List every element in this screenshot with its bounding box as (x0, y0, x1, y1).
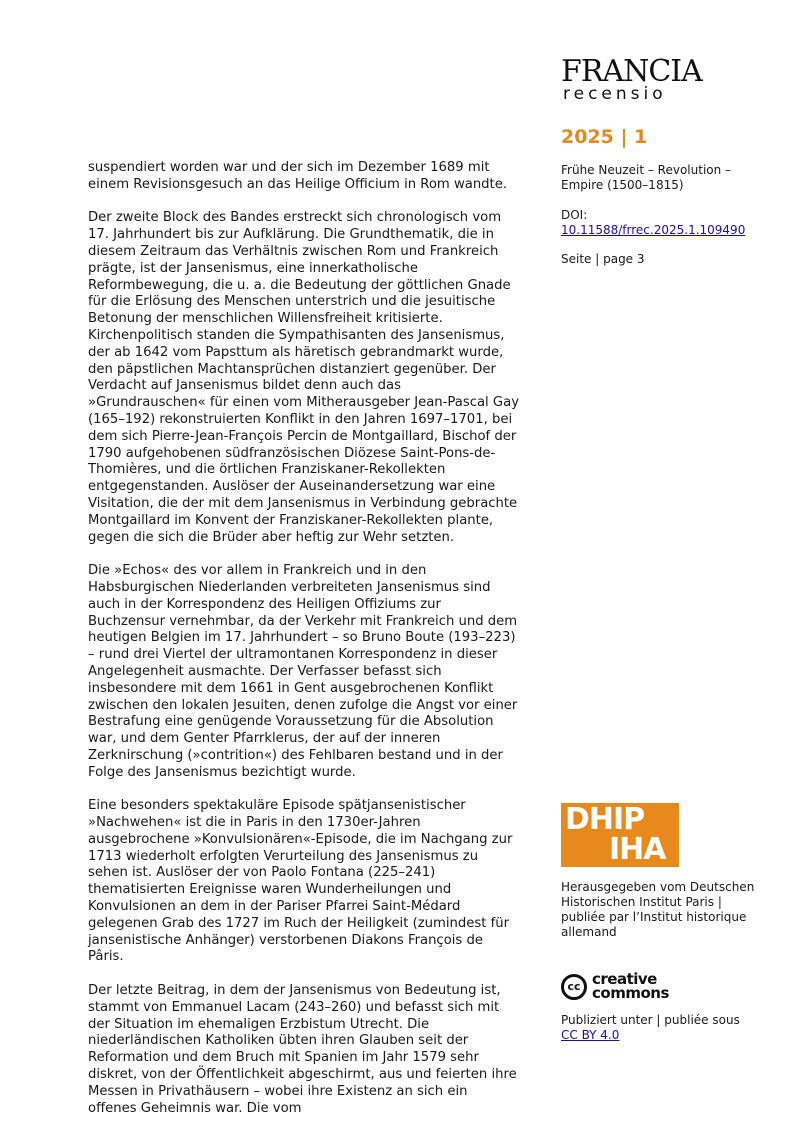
publisher-note: Herausgegeben vom Deutschen Historischen Institut Paris | publiée par l’Institut historique allemand (561, 880, 755, 939)
dhip-logo-line2: IHA (609, 832, 666, 867)
license-block (561, 1013, 761, 1043)
cc-wordmark: creative commons (592, 970, 669, 1002)
doi-block (561, 208, 761, 238)
francia-recensio-logo (561, 54, 713, 104)
issue-number: 2025 | 1 (561, 126, 648, 148)
doi-label: DOI: (561, 208, 588, 222)
license-label: Publiziert unter | publiée sous (561, 1013, 740, 1027)
dhip-iha-logo (561, 803, 679, 867)
cc-icon: cc (561, 974, 587, 1000)
section-label: Frühe Neuzeit – Revolution – Empire (1500–1815) (561, 163, 732, 192)
article-body (88, 160, 520, 1134)
logo-subtitle: recensio (563, 84, 667, 104)
creative-commons-logo (561, 970, 691, 1004)
paragraph-4: Eine besonders spektakuläre Episode spätjansenistischer »Nachwehen« ist die in Paris in den 1730er-Jahren ausgebrochene »Konvulsionären«-Episode, die im Nachgang zur 1713 wiederholt erfolgten Verurteilung des Jansenismus zu sehen ist. Auslöser der von Paolo Fontana (225–241) thematisierten Ereignisse waren Wunderheilungen und Konvulsionen an dem in der Pariser Pfarrei Saint-Médard gelegenen Grab des 1727 im Ruch der Heiligkeit (zumindest für jansenistische Anhänger) verstorbenen Diakons François de Pâris. (88, 798, 513, 965)
paragraph-2: Der zweite Block des Bandes erstreckt sich chronologisch vom 17. Jahrhundert bis zur Aufklärung. Die Grundthematik, die in diesem Zeitraum das Verhältnis zwischen Rom und Frankreich prägte, ist der Jansenismus, eine innerkatholische Reformbewegung, die u. a. die Bedeutung der göttlichen Gnade für die Erlösung des Menschen unterstrich und die jesuitische Betonung der menschlichen Willensfreiheit kritisierte. Kirchenpolitisch standen die Sympathisanten des Jansenismus, der ab 1642 vom Papsttum als häretisch gebrandmarkt wurde, den päpstlichen Machtansprüchen distanziert gegenüber. Der Verdacht auf Jansenismus bildet denn auch das »Grundrauschen« für einen vom Mitherausgeber Jean-Pascal Gay (165–192) rekonstruierten Konflikt in den Jahren 1697–1701, bei dem sich Pierre-Jean-François Percin de Montgaillard, Bischof der 1790 aufgehobenen südfranzösischen Diözese Saint-Pons-de-Thomières, und die örtlichen Franziskaner-Rekollekten entgegenstanden. Auslöser der Auseinandersetzung war eine Visitation, die der mit dem Jansenismus in Verbindung gebrachte Montgaillard im Konvent der Franziskaner-Rekollekten plante, gegen die sich die Brüder aber heftig zur Wehr setzten. (88, 210, 519, 545)
paragraph-1: suspendiert worden war und der sich im Dezember 1689 mit einem Revisionsgesuch an das Heilige Officium in Rom wandte. (88, 160, 508, 192)
page-number: Seite | page 3 (561, 252, 645, 266)
doi-link[interactable]: 10.11588/frrec.2025.1.109490 (561, 223, 746, 237)
paragraph-5: Der letzte Beitrag, in dem der Jansenismus von Bedeutung ist, stammt von Emmanuel Lacam (243–260) und befasst sich mit der Situation im ehemaligen Erzbistum Utrecht. Die niederländischen Katholiken übten ihren Glauben seit der Reformation und dem Bruch mit Spanien im Jahr 1579 sehr diskret, von der Öffentlichkeit abgeschirmt, aus und feierten ihre Messen in Privathäusern – wobei ihre Existenz an sich ein offenes Geheimnis war. Die vom (88, 983, 517, 1116)
paragraph-3: Die »Echos« des vor allem in Frankreich und in den Habsburgischen Niederlanden verbreiteten Jansenismus sind auch in der Korrespondenz des Heiligen Offiziums zur Buchzensur vernehmbar, da der Verkehr mit Frankreich und dem heutigen Belgien im 17. Jahrhundert – so Bruno Boute (193–223) – rund drei Viertel der ultramontanen Korrespondenz in dieser Angelegenheit ausmachte. Der Verfasser befasst sich insbesondere mit dem 1661 in Gent ausgebrochenen Konflikt zwischen den lokalen Jesuiten, denen zufolge die Angst vor einer Bestrafung eine genügende Voraussetzung für die Absolution war, und dem Genter Pfarrklerus, der auf der inneren Zerknirschung (»contrition«) des Fehlbaren bestand und in der Folge des Jansenismus bezichtigt wurde. (88, 563, 518, 780)
license-link[interactable]: CC BY 4.0 (561, 1028, 620, 1042)
dhip-logo-line1: DHIP (565, 802, 645, 837)
logo-title: FRANCIA (561, 54, 702, 89)
